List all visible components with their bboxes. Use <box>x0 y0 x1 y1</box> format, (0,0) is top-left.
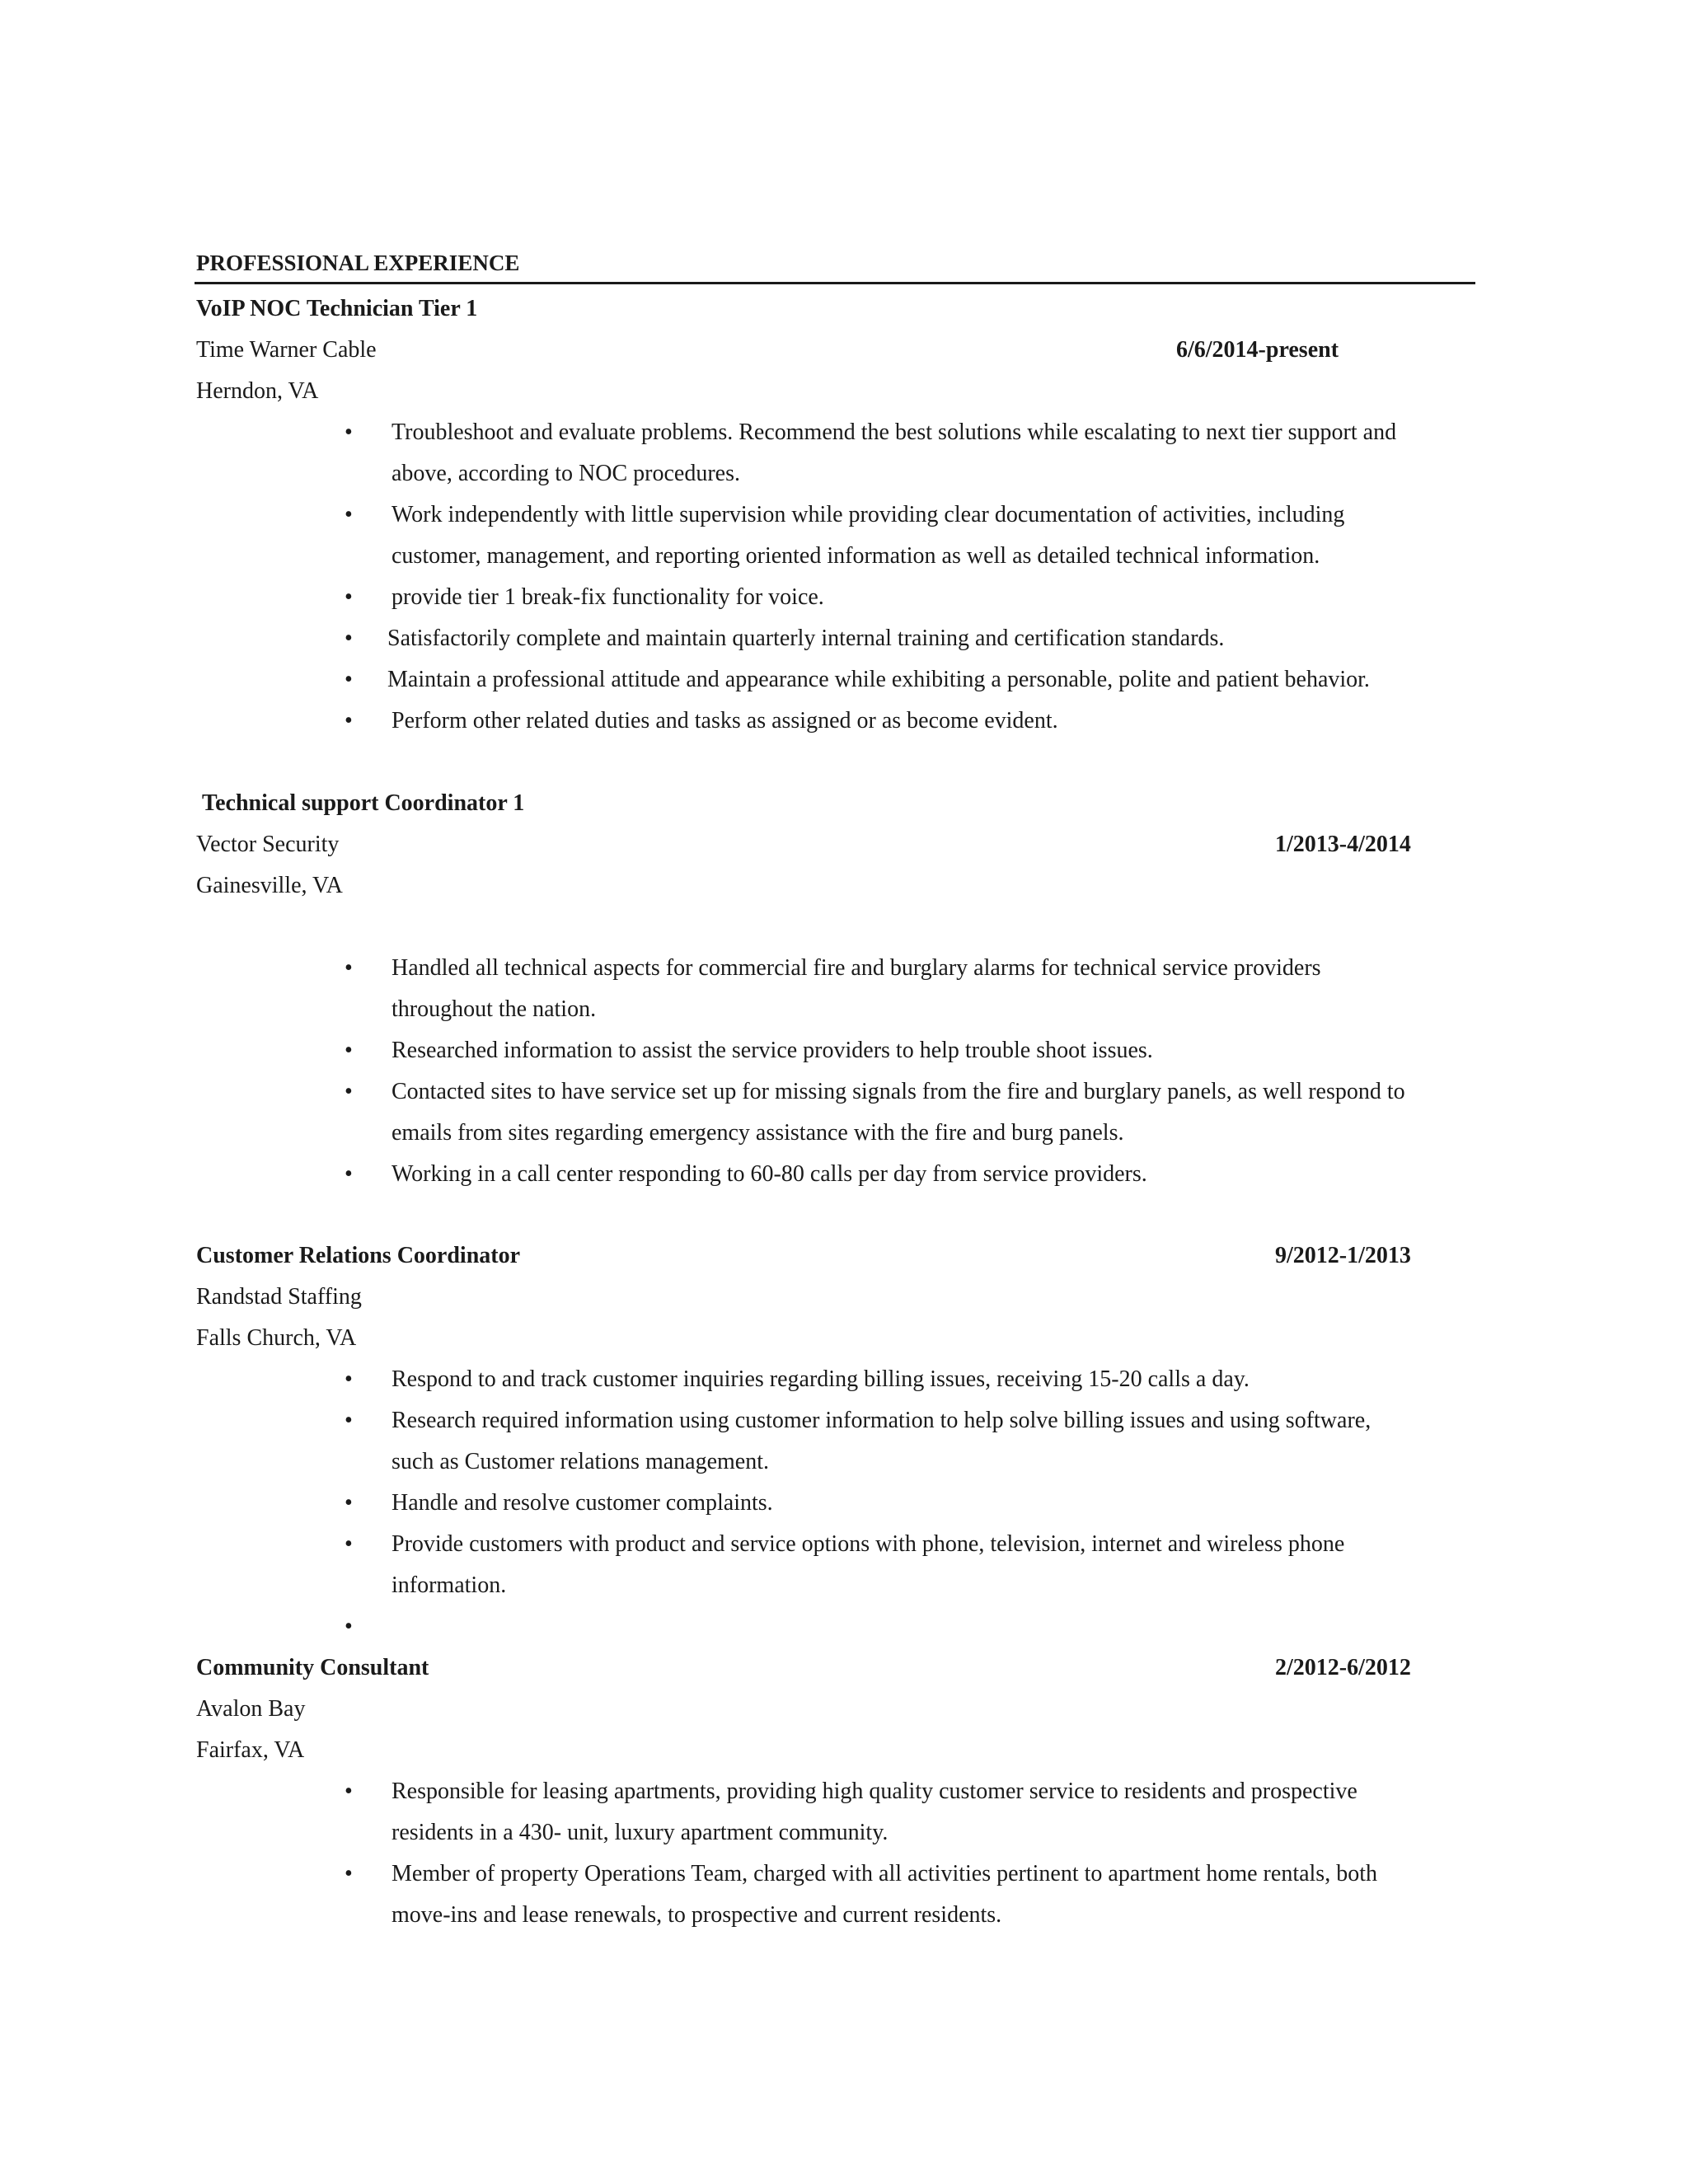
bullet-text: Maintain a professional attitude and appearance while exhibiting a personable, polite and patient behavior. <box>387 667 1370 692</box>
job-dates: 1/2013-4/2014 <box>1275 832 1411 857</box>
bullet-text: such as Customer relations management. <box>392 1449 769 1474</box>
bullet-text: emails from sites regarding emergency assistance with the fire and burg panels. <box>392 1120 1124 1146</box>
job-title: Technical support Coordinator 1 <box>202 790 525 816</box>
bullet-marker: • <box>345 1408 353 1433</box>
bullet-text: Handled all technical aspects for commercial fire and burglary alarms for technical service providers <box>392 955 1321 981</box>
bullet-marker: • <box>345 708 353 733</box>
job-title: VoIP NOC Technician Tier 1 <box>196 296 478 321</box>
bullet-text: Handle and resolve customer complaints. <box>392 1490 773 1516</box>
job-title: Customer Relations Coordinator <box>196 1243 521 1268</box>
bullet-marker: • <box>345 667 353 692</box>
bullet-marker: • <box>345 626 353 651</box>
job-location: Gainesville, VA <box>196 873 343 898</box>
bullet-marker: • <box>345 1614 353 1639</box>
job-company: Avalon Bay <box>196 1696 306 1722</box>
job-location: Falls Church, VA <box>196 1325 357 1351</box>
bullet-marker: • <box>345 502 353 527</box>
bullet-marker: • <box>345 419 353 445</box>
bullet-marker: • <box>345 1490 353 1516</box>
bullet-marker: • <box>345 1079 353 1104</box>
job-dates: 6/6/2014-present <box>1176 337 1339 363</box>
section-title: PROFESSIONAL EXPERIENCE <box>196 251 520 275</box>
bullet-text: Respond to and track customer inquiries regarding billing issues, receiving 15-20 calls a day. <box>392 1366 1250 1392</box>
bullet-text: information. <box>392 1572 507 1598</box>
job-location: Herndon, VA <box>196 378 319 404</box>
bullet-marker: • <box>345 955 353 981</box>
bullet-text: Research required information using customer information to help solve billing issues and using software, <box>392 1408 1372 1433</box>
bullet-text: Provide customers with product and service options with phone, television, internet and wireless phone <box>392 1531 1345 1557</box>
section-divider <box>195 282 1475 284</box>
bullet-text: provide tier 1 break-fix functionality for voice. <box>392 584 824 610</box>
bullet-text: Contacted sites to have service set up for missing signals from the fire and burglary panels, as well respond to <box>392 1079 1405 1104</box>
bullet-text: Troubleshoot and evaluate problems. Recommend the best solutions while escalating to next tier support and <box>392 419 1397 445</box>
bullet-text: Working in a call center responding to 60-80 calls per day from service providers. <box>392 1161 1147 1187</box>
bullet-marker: • <box>345 584 353 610</box>
job-dates: 9/2012-1/2013 <box>1275 1243 1411 1268</box>
bullet-text: customer, management, and reporting oriented information as well as detailed technical information. <box>392 543 1320 569</box>
job-company: Randstad Staffing <box>196 1284 362 1310</box>
bullet-text: above, according to NOC procedures. <box>392 461 740 486</box>
bullet-text: Responsible for leasing apartments, providing high quality customer service to residents and prospective <box>392 1779 1357 1804</box>
bullet-marker: • <box>345 1779 353 1804</box>
bullet-marker: • <box>345 1366 353 1392</box>
job-company: Vector Security <box>196 832 340 857</box>
bullet-text: Satisfactorily complete and maintain quarterly internal training and certification standards. <box>387 626 1225 651</box>
job-dates: 2/2012-6/2012 <box>1275 1655 1411 1680</box>
bullet-text: Member of property Operations Team, charged with all activities pertinent to apartment home rentals, both <box>392 1861 1377 1886</box>
bullet-text: Researched information to assist the service providers to help trouble shoot issues. <box>392 1038 1153 1063</box>
bullet-text: residents in a 430- unit, luxury apartment community. <box>392 1820 889 1845</box>
job-title: Community Consultant <box>196 1655 429 1680</box>
bullet-text: Perform other related duties and tasks as assigned or as become evident. <box>392 708 1058 733</box>
bullet-marker: • <box>345 1161 353 1187</box>
bullet-marker: • <box>345 1531 353 1557</box>
job-location: Fairfax, VA <box>196 1737 305 1763</box>
bullet-text: Work independently with little supervision while providing clear documentation of activities, including <box>392 502 1345 527</box>
bullet-text: move-ins and lease renewals, to prospective and current residents. <box>392 1902 1002 1928</box>
bullet-marker: • <box>345 1038 353 1063</box>
bullet-text: throughout the nation. <box>392 996 597 1022</box>
job-company: Time Warner Cable <box>196 337 377 363</box>
bullet-marker: • <box>345 1861 353 1886</box>
